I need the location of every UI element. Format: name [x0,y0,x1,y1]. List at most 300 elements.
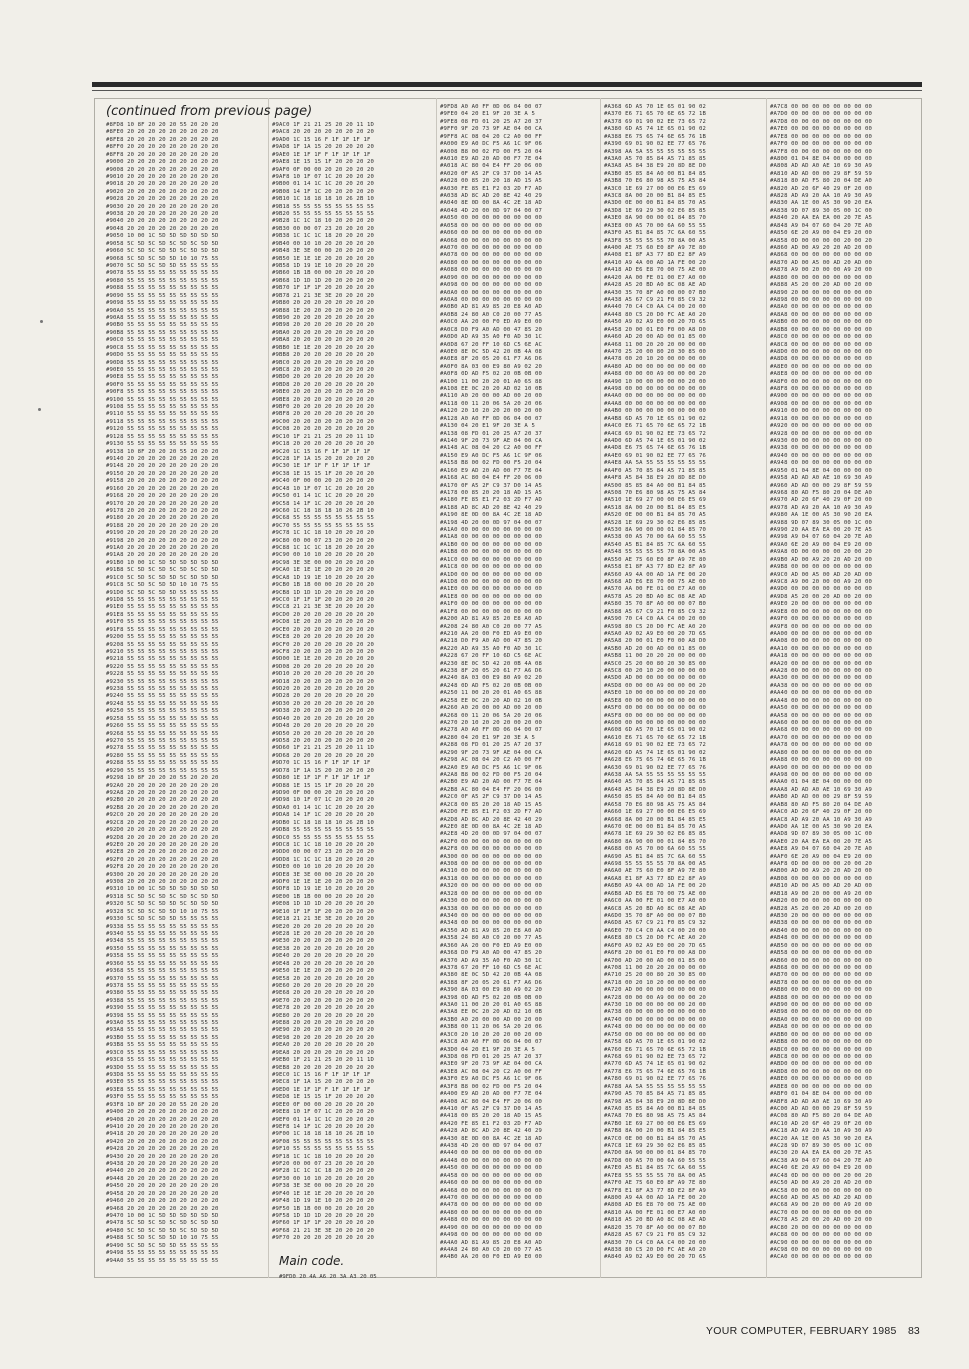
hex-row: #A568 AD E6 E8 70 00 75 AE 00 [604,579,707,585]
hex-row: #A278 A0 A0 FF 0D 06 04 00 07 [440,727,543,734]
hex-row: #A7D0 8A 90 00 00 01 84 85 70 [604,1150,707,1157]
hex-row: #9090 55 55 55 55 55 55 55 55 55 [106,292,219,299]
hex-row: #A208 24 80 A0 C0 20 00 77 A5 [440,623,543,630]
hex-row: #A3B8 00 11 20 06 5A 20 20 06 [440,1024,543,1031]
main-code-caption: Main code. [279,1254,345,1268]
hex-row: #A5E8 00 00 00 00 00 00 00 00 [604,697,707,704]
hex-row: #93F8 10 8F 20 20 20 55 20 20 20 [106,1101,219,1108]
hex-row: #A1D0 00 00 00 00 00 00 00 00 [440,571,543,578]
hex-row: #9B38 1C 1C 1C 18 20 20 20 20 [272,233,375,240]
hex-row: #A2E8 4D 20 00 0D 97 04 00 07 [440,831,543,838]
hex-row: #9B10 1C 18 18 18 10 26 2B 10 [272,196,375,203]
hex-row: #A3C0 1E 69 27 00 00 E6 E5 69 [604,185,707,192]
hex-row: #9ED0 1E 1F 1F F 1F 1F 1F 1F [272,1086,371,1093]
hex-row: #9400 20 20 20 20 20 20 20 20 20 [106,1109,219,1116]
hex-row: #A668 8A 00 20 00 B1 84 85 E5 [604,816,707,823]
hex-row: #A378 69 01 90 02 EE 73 65 72 [604,118,707,125]
hex-row: #AC60 AD 00 A5 00 AD 20 AD 00 [770,1195,873,1202]
hex-row: #9240 55 55 55 55 55 55 55 55 55 [106,693,219,700]
hex-row: #9AE8 1E 15 15 1F 20 20 20 20 [272,159,375,166]
hex-row: #92B0 20 20 20 20 20 20 20 20 20 [106,797,219,804]
hex-row: #A838 9D 07 89 30 05 00 1C 00 [770,207,873,214]
hex-row: #A2A8 B8 00 02 FD 00 F5 20 04 [440,771,543,778]
hex-row: #9DA8 14 1F 1C 20 20 20 20 20 [272,812,375,819]
hex-row: #9C60 1C 18 18 18 10 26 2B 10 [272,507,375,514]
hex-row: #9E28 1E 20 20 20 20 20 20 20 [272,930,375,937]
hex-row: #9110 55 55 55 55 55 55 55 55 55 [106,411,219,418]
hex-row: #A1F8 00 00 00 00 00 00 00 00 [440,608,543,615]
hex-row: #A128 A0 A0 FF 0D 06 04 00 07 [440,415,543,422]
hex-row: #94A0 55 55 55 55 55 55 55 55 55 [106,1257,219,1264]
hex-row: #A250 11 00 20 20 01 A0 65 88 [440,690,543,697]
hex-row: #9C20 1C 15 16 F 1F 1F 1F 1F [272,448,371,455]
hex-row: #9328 5C 5D 5C 5D 5D 10 10 75 55 [106,908,219,915]
hex-row: #91C8 5C 5D 5C 5D 5D 10 10 75 55 [106,582,219,589]
hex-row: #A3E0 9F 20 73 9F AE 04 00 CA [440,1061,543,1068]
hex-row: #9150 20 20 20 20 20 20 20 20 20 [106,470,219,477]
hex-row: #A820 AD 20 6F 40 29 0F 20 00 [770,185,873,192]
hex-row: #A7C8 1E 69 29 30 02 E6 85 85 [604,1143,707,1150]
hex-row: #9B18 55 55 55 55 55 55 55 55 [272,203,375,210]
hex-row: #A3B8 70 E6 80 98 A5 75 A5 84 [604,178,707,185]
hex-row: #9FF8 AC 08 04 20 C2 A0 00 FF [440,133,543,140]
hex-row: #ABC8 00 00 00 00 00 00 00 00 [770,1054,873,1060]
column-divider [436,98,437,1278]
hex-row: #A3A8 EE 0C 20 20 AD 02 10 0B [440,1009,543,1016]
hex-row: #A758 6D A5 70 1E 65 01 90 02 [604,1039,707,1046]
hex-row: #AA78 00 00 00 00 00 00 00 00 [770,742,873,749]
hex-row: #9E30 20 20 20 20 20 20 20 20 [272,938,375,945]
hex-row: #A580 35 70 8F A0 00 00 07 B0 [604,601,707,608]
hex-row: #A398 0D AD F5 02 20 0B 0B 00 [440,994,543,1001]
hex-row: #AAD0 AA 1E 00 A5 30 90 20 EA [770,823,873,830]
hex-row: #AA68 00 00 00 00 00 00 00 00 [770,727,873,734]
hex-row: #9DB8 55 55 55 55 55 55 55 55 [272,827,375,834]
hex-row: #A1C0 00 00 00 00 00 00 00 00 [440,556,543,563]
hex-row: #9408 20 20 20 20 20 20 20 20 20 [106,1116,219,1123]
hex-row: #9EF0 01 14 1C 1C 20 20 20 20 [272,1116,375,1123]
hex-row: #9F50 1B 1B 00 00 20 20 20 20 [272,1205,375,1212]
hex-row: #A000 E9 A0 DC F5 A6 1C 9F 06 [440,141,543,148]
hex-row: #AC48 0D 00 00 00 00 20 00 20 [770,1172,873,1179]
hex-row: #A720 AD 00 00 00 00 00 00 00 [604,987,707,994]
hex-row: #ABD8 00 00 00 00 00 00 00 00 [770,1068,873,1075]
hex-row: #9C78 1C 1C 18 10 20 20 20 20 [272,530,375,537]
hex-row: #9488 5C 5D 5C 5D 5D 10 10 75 55 [106,1235,219,1242]
hex-row: #A560 A9 4A 00 AD 1A FE 00 20 [604,571,707,578]
hex-row: #A8C0 00 00 00 00 00 00 00 00 [770,334,873,341]
hex-row: #A830 70 C4 C0 AA C4 00 20 00 [604,1239,707,1246]
hex-row: #9060 5C 5D 5C 5D 5D 5C 5D 5D 5D [106,248,219,255]
hex-row: #9AC8 20 20 20 20 20 20 20 20 [272,129,375,136]
hex-row: #9C40 0F 00 00 20 20 20 20 20 [272,478,375,485]
hex-row: #9278 55 55 55 55 55 55 55 55 55 [106,745,219,752]
hex-row: #A948 00 00 00 00 00 00 00 00 [770,460,873,467]
hex-row: #AA88 00 00 00 00 00 00 00 00 [770,757,873,764]
hex-row: #91F8 55 55 55 55 55 55 55 55 55 [106,626,219,633]
main-code-line: #9FD0 20 4A A6 20 3A A3 20 05 [279,1274,377,1280]
hex-row: #AB90 00 00 00 00 00 00 00 00 [770,1002,873,1009]
hex-row: #A920 00 00 00 00 00 00 00 00 [770,423,873,430]
hex-row: #AB50 00 00 00 00 00 00 00 00 [770,942,873,949]
hex-row: #A410 0F A5 2F C9 37 D0 14 A5 [440,1105,543,1112]
hex-row: #90B8 55 55 55 55 55 55 55 55 55 [106,329,219,336]
hex-row: #AB38 00 00 00 00 00 00 00 00 [770,920,873,927]
hex-row: #A508 70 E6 80 98 A5 75 A5 84 [604,489,707,496]
hex-row: #9058 5C 5D 5C 5D 5C 5D 5C 5D 5D [106,240,219,247]
hex-row: #AB30 20 00 00 00 00 00 00 00 [770,912,873,919]
hex-row: #9380 55 55 55 55 55 55 55 55 55 [106,990,219,997]
hex-row: #A408 AC 80 04 E4 FF 20 06 00 [440,1098,543,1105]
hex-row: #9B70 1F 1F 1F 20 20 20 20 20 [272,285,375,292]
hex-row: #9248 55 55 55 55 55 55 55 55 55 [106,700,219,707]
hex-row: #A3F8 B8 00 02 FD 00 F5 20 04 [440,1083,543,1090]
hex-row: #AA20 00 00 00 00 00 00 00 00 [770,660,873,667]
hex-row: #AC08 80 AD F5 80 20 04 DE A0 [770,1113,873,1120]
hex-row: #A698 55 55 55 55 70 8A 00 A5 [604,861,707,868]
hex-row: #90B0 55 55 55 55 55 55 55 55 55 [106,322,219,329]
hex-row: #A328 00 00 00 00 00 00 00 00 [440,890,543,897]
hex-row: #9418 20 20 20 20 20 20 20 20 20 [106,1131,219,1138]
hex-row: #ACA0 00 00 00 00 00 00 00 00 [770,1254,873,1261]
hex-row: #A078 00 00 00 00 00 00 00 00 [440,252,543,259]
hex-row: #9438 20 20 20 20 20 20 20 20 20 [106,1161,219,1168]
hex-row: #AA60 00 00 00 00 00 00 00 00 [770,720,873,727]
hex-row: #A2B0 E9 AD 20 AD 00 F7 7E 04 [440,779,543,786]
hex-row: #8FE0 20 20 20 20 20 20 20 20 20 [106,129,219,136]
hex-row: #A318 00 00 00 00 00 00 00 00 [440,875,543,882]
hex-row: #A5D8 00 00 00 A9 00 00 00 20 [604,682,707,689]
hex-row: #A950 01 04 8E 04 00 00 00 00 [770,467,873,474]
hex-row: #A590 70 C4 C0 AA C4 00 20 00 [604,616,707,623]
hex-row: #A370 AD A9 35 A0 F0 AD 30 1C [440,957,543,964]
hex-row: #A490 10 00 00 00 00 00 20 00 [604,378,707,385]
hex-row: #9C38 1E 15 15 1F 20 20 20 20 [272,470,375,477]
hex-row: #91F0 55 55 55 55 55 55 55 55 55 [106,619,219,626]
hex-row: #AAA0 01 04 8E 04 00 00 00 00 [770,779,873,786]
hex-row: #9F18 1C 1C 18 10 20 20 20 20 [272,1153,375,1160]
hex-row: #A038 AD 8C AD 20 8E 42 40 29 [440,193,543,200]
hex-row: #A890 20 00 00 00 00 00 00 00 [770,289,873,296]
hex-row: #A468 00 00 00 00 00 00 00 00 [440,1187,543,1194]
hex-row: #A870 AD 00 A5 00 AD 20 AD 00 [770,259,873,266]
hex-row: #90C8 55 55 55 55 55 55 55 55 55 [106,344,219,351]
hex-row: #9D70 1C 15 16 F 1F 1F 1F 1F [272,760,371,767]
hex-row: #A3F0 A5 B1 84 85 7C 6A 60 55 [604,230,707,237]
hex-row: #9D50 20 20 20 20 20 20 20 20 [272,730,375,737]
hex-row: #9AD8 1F 1A 15 20 20 20 20 20 [272,144,375,151]
hex-row: #9C88 1C 1C 1C 18 20 20 20 20 [272,545,375,552]
hex-row: #9170 20 20 20 20 20 20 20 20 20 [106,500,219,507]
hex-row: #A378 67 20 FF 10 6D C5 6E AC [440,964,543,971]
hex-row: #AA30 00 00 00 00 00 00 00 00 [770,675,873,682]
hex-row: #A280 04 20 E1 9F 20 3E A 5 [440,734,535,741]
hex-row: #A3A0 A5 70 85 84 A5 71 85 85 [604,155,707,162]
hex-row: #A738 00 00 00 00 00 00 00 00 [604,1009,707,1016]
hex-row: #9C80 00 00 07 23 20 20 20 20 [272,537,375,544]
hex-row: #ABA0 00 00 00 00 00 00 00 00 [770,1016,873,1023]
page-number: 83 [908,1325,920,1337]
hex-row: #A0E8 8F 20 05 20 61 F7 A6 D6 [440,356,543,363]
hex-row: #9BD0 20 20 20 20 20 20 20 20 [272,374,375,381]
hex-row: #9298 10 8F 20 20 20 55 20 20 20 [106,775,219,782]
hex-row: #9D18 20 20 20 20 20 20 20 20 [272,678,375,685]
hex-row: #A608 6D A5 70 1E 65 01 90 02 [604,727,707,734]
hex-row: #90F0 55 55 55 55 55 55 55 55 55 [106,381,219,388]
hex-row: #9420 20 20 20 20 20 20 20 20 20 [106,1138,219,1145]
hex-row: #A860 AD 00 A9 20 20 AD 20 00 [770,245,873,252]
hex-row: #92A0 20 20 20 20 20 20 20 20 20 [106,782,219,789]
hex-row: #90E8 55 55 55 55 55 55 55 55 55 [106,374,219,381]
hex-row: #A420 FE 85 E1 F2 03 2D F7 AD [440,1120,543,1127]
hex-row: #93C0 55 55 55 55 55 55 55 55 55 [106,1049,219,1056]
hex-row: #A0F8 0D AD F5 02 20 0B 0B 00 [440,371,543,378]
hex-row: #9BA0 20 20 20 20 20 20 20 20 [272,329,375,336]
hex-row: #A4A8 00 00 00 00 00 00 00 00 [604,400,707,407]
hex-row: #A500 85 85 84 A0 00 B1 84 85 [604,482,707,489]
hex-row: #A650 85 85 84 A0 00 B1 84 85 [604,794,707,801]
hex-row: #A7F0 00 00 00 00 00 00 00 00 [770,141,873,148]
hex-row: #A878 A9 00 20 00 00 A9 20 00 [770,267,873,274]
hex-row: #9AF8 10 1F 07 1C 20 20 20 20 [272,173,375,180]
hex-row: #AA80 00 00 00 00 00 00 00 00 [770,749,873,756]
hex-row: #A618 69 01 90 02 EE 73 65 72 [604,742,707,749]
hex-row: #9C08 20 20 20 20 20 20 20 20 [272,426,375,433]
hex-row: #9D68 20 20 20 20 20 20 20 20 [272,752,375,759]
hex-row: #A6D8 A5 67 C9 21 F0 85 C9 32 [604,920,707,927]
hex-row: #A140 9F 20 73 9F AE 04 00 CA [440,437,543,444]
hex-row: #AA48 00 00 00 00 00 00 00 00 [770,697,873,704]
hex-row: #A148 AC 08 04 20 C2 A0 00 FF [440,445,543,452]
hex-row: #A470 00 00 00 00 00 00 00 00 [440,1195,543,1202]
hex-row: #A4E0 69 01 90 02 EE 77 65 76 [604,452,707,459]
hex-row: #A458 00 00 00 00 00 00 00 00 [440,1172,543,1179]
hex-row: #A690 A5 B1 84 85 7C 6A 60 55 [604,853,707,860]
hex-row: #9250 55 55 55 55 55 55 55 55 55 [106,708,219,715]
hex-row: #9098 55 55 55 55 55 55 55 55 55 [106,300,219,307]
hex-row: #A2D0 FE 85 E1 F2 03 2D F7 AD [440,809,543,816]
hex-row: #A180 FE 85 E1 F2 03 2D F7 AD [440,497,543,504]
hex-row: #A8E8 00 00 00 00 00 00 00 00 [770,371,873,378]
hex-row: #A190 8E 0D 00 8A 4C 2E 18 AD [440,512,543,519]
hex-row: #A1E8 00 00 00 00 00 00 00 00 [440,593,543,600]
hex-row: #9BF0 20 20 20 20 20 20 20 20 [272,404,375,411]
hex-row: #9DE0 00 10 10 20 20 20 20 20 [272,864,375,871]
hex-row: #A410 A9 4A 00 AD 1A FE 00 20 [604,259,707,266]
hex-row: #9D78 1F 1A 15 20 20 20 20 20 [272,767,375,774]
hex-row: #AC30 20 AA EA EA 00 20 7E A5 [770,1150,873,1157]
hex-row: #A5B0 AD 20 00 AD 00 01 85 00 [604,645,707,652]
hex-row: #9180 20 20 20 20 20 20 20 20 20 [106,515,219,522]
hex-row: #A540 A5 B1 84 85 7C 6A 60 55 [604,541,707,548]
hex-row: #9D60 1F 21 21 25 20 20 11 1D [272,745,375,752]
hex-row: #A010 E9 AD 20 AD 00 F7 7E 04 [440,155,543,162]
hex-row: #A0A8 00 00 00 00 00 00 00 00 [440,296,543,303]
hex-row: #A2E0 8E 0D 00 8A 4C 2E 18 AD [440,823,543,830]
hex-row: #92C0 20 20 20 20 20 20 20 20 20 [106,812,219,819]
hex-row: #A390 69 01 90 02 EE 77 65 76 [604,141,707,148]
hex-row: #92E0 20 20 20 20 20 20 20 20 20 [106,841,219,848]
publication-footer: YOUR COMPUTER, FEBRUARY 1985 [706,1325,897,1337]
hex-row: #A598 80 C5 20 D0 FC AE A0 20 [604,623,707,630]
hex-row: #A810 AA 00 FE 01 00 E7 A0 00 [604,1209,707,1216]
hex-row: #A8A8 00 00 00 00 00 00 00 00 [770,311,873,318]
hex-row: #A0B0 AD 81 A9 85 20 E8 A0 AD [440,304,543,311]
hex-row: #A478 00 20 10 20 00 00 00 00 [604,356,707,363]
hex-row: #9EC8 1F 1A 15 20 20 20 20 20 [272,1079,375,1086]
hex-row: #A2A0 E9 A0 DC F5 A6 1C 9F 06 [440,764,543,771]
hex-row: #AA58 00 00 00 00 00 00 00 00 [770,712,873,719]
hex-row: #93C8 55 55 55 55 55 55 55 55 55 [106,1057,219,1064]
hex-row: #A320 00 00 00 00 00 00 00 00 [440,883,543,890]
hex-row: #9458 20 20 20 20 20 20 20 20 20 [106,1190,219,1197]
hex-row: #91B8 5C 5D 5C 5D 5C 5D 5C 5D 5D [106,567,219,574]
hex-row: #A4D0 6D A5 74 1E 65 01 90 02 [604,437,707,444]
hex-row: #A800 01 04 8E 04 00 00 00 00 [770,155,873,162]
hex-row: #9BC0 20 20 20 20 20 20 20 20 [272,359,375,366]
hex-row: #AAC8 AD A9 20 AA 10 A9 30 A9 [770,816,873,823]
hex-row: #9300 20 20 20 20 20 20 20 20 20 [106,871,219,878]
hex-row: #A810 AD AD 00 00 29 8F 59 59 [770,170,873,177]
hex-row: #A940 00 00 00 00 00 00 00 00 [770,452,873,459]
hex-row: #9E58 20 20 20 20 20 20 20 20 [272,975,375,982]
hex-row: #8FF8 20 20 20 20 20 20 20 20 20 [106,151,219,158]
hex-row: #9350 55 55 55 55 55 55 55 55 55 [106,945,219,952]
hex-row: #9190 20 20 20 20 20 20 20 20 20 [106,530,219,537]
hex-row: #A298 AC 08 04 20 C2 A0 00 FF [440,757,543,764]
hex-column-4 [604,104,706,1262]
hex-row: #9230 55 55 55 55 55 55 55 55 55 [106,678,219,685]
hex-row: #9498 55 55 55 55 55 55 55 55 55 [106,1250,219,1257]
hex-row: #A300 00 00 00 00 00 00 00 00 [440,853,543,860]
hex-row: #A678 1E 69 29 30 02 E6 85 85 [604,831,707,838]
hex-row: #A820 35 70 8F A0 00 00 07 B0 [604,1224,707,1231]
hex-row: #9450 20 20 20 20 20 20 20 20 20 [106,1183,219,1190]
hex-row: #9B78 21 21 3E 3E 20 20 20 20 [272,292,375,299]
hex-row: #A2F0 00 00 00 00 00 00 00 00 [440,838,543,845]
hex-row: #A450 00 00 00 00 00 00 00 00 [440,1165,543,1172]
hex-row: #9038 20 20 20 20 20 20 20 20 20 [106,211,219,218]
hex-row: #9120 55 55 55 55 55 55 55 55 55 [106,426,219,433]
hex-row: #9DC8 1C 1C 18 10 20 20 20 20 [272,841,375,848]
hex-row: #A978 AD A9 20 AA 10 A9 30 A9 [770,504,873,511]
hex-row: #92D0 20 20 20 20 20 20 20 20 20 [106,827,219,834]
hex-row: #A2D8 AD 8C AD 20 8E 42 40 29 [440,816,543,823]
hex-row: #9B68 1D 1D 1D 20 20 20 20 20 [272,277,375,284]
hex-row: #9268 55 55 55 55 55 55 55 55 55 [106,730,219,737]
hex-row: #A4D8 E6 75 65 74 6E 65 76 1B [604,445,707,452]
hex-row: #AA10 00 00 00 00 00 00 00 00 [770,645,873,652]
hex-row: #9BB8 20 20 20 20 20 20 20 20 [272,352,375,359]
hex-row: #9270 55 55 55 55 55 55 55 55 55 [106,738,219,745]
hex-row: #A880 00 00 00 00 00 00 00 00 [770,274,873,281]
hex-row: #A7E8 55 55 55 55 70 8A 00 A5 [604,1172,707,1179]
hex-row: #AB28 A5 20 00 20 AD 00 20 00 [770,905,873,912]
hex-row: #A050 00 00 00 00 00 00 00 00 [440,215,543,222]
hex-row: #91E8 55 55 55 55 55 55 55 55 55 [106,611,219,618]
hex-row: #A970 AD 20 6F 40 29 0F 20 00 [770,497,873,504]
hex-row: #A550 AE 75 60 E0 8F A9 7E 80 [604,556,707,563]
hex-row: #A340 00 00 00 00 00 00 00 00 [440,912,543,919]
hex-row: #9B88 1E 20 20 20 20 20 20 20 [272,307,375,314]
hex-row: #A7A8 70 E6 80 98 A5 75 A5 84 [604,1113,707,1120]
hex-row: #9288 55 55 55 55 55 55 55 55 55 [106,760,219,767]
hex-row: #A398 AA 5A 55 55 55 55 55 55 [604,148,707,155]
hex-row: #AB40 00 00 00 00 00 00 00 00 [770,927,873,934]
hex-row: #A570 AA 00 FE 01 00 E7 A0 00 [604,586,707,593]
hex-row: #9CD0 20 20 20 20 20 20 20 20 [272,611,375,618]
hex-row: #A888 A5 20 00 20 AD 00 20 00 [770,282,873,289]
hex-row: #9D98 10 1F 07 1C 20 20 20 20 [272,797,375,804]
hex-row: #9B90 20 20 20 20 20 20 20 20 [272,314,375,321]
hex-row: #AAA8 AD AD A0 AE 10 69 30 A9 [770,786,873,793]
hex-row: #A9C8 A9 00 20 00 00 A9 20 00 [770,579,873,585]
hex-row: #9DD8 1C 1C 1C 18 20 20 20 20 [272,856,375,863]
hex-row: #A808 AD E6 E8 70 00 75 AE 00 [604,1202,707,1209]
hex-row: #AB60 00 00 00 00 00 00 00 00 [770,957,873,964]
hex-row: #A5E0 10 00 00 00 00 00 20 00 [604,690,707,697]
hex-row: #9B98 20 20 20 20 20 20 20 20 [272,322,375,329]
hex-row: #92B8 20 20 20 20 20 20 20 20 20 [106,804,219,811]
hex-row: #A030 FE 85 E1 F2 03 2D F7 AD [440,185,543,192]
hex-row: #A6B0 A9 4A 00 AD 1A FE 00 20 [604,883,707,890]
hex-row: #A7F0 AE 75 60 E0 8F A9 7E 80 [604,1180,707,1187]
hex-row: #9B48 3E 3E 00 00 20 20 20 20 [272,248,375,255]
hex-row: #9B60 1B 1B 00 00 20 20 20 20 [272,270,375,277]
hex-row: #9D88 1E 15 15 1F 20 20 20 20 [272,782,375,789]
hex-row: #A7C8 00 00 00 00 00 00 00 00 [770,104,873,110]
hex-row: #AA08 00 00 00 00 00 00 00 00 [770,638,873,645]
hex-row: #A338 00 00 00 00 00 00 00 00 [440,905,543,912]
hex-row: #AC78 A5 20 00 20 AD 00 20 00 [770,1217,873,1224]
hex-row: #9D08 20 20 20 20 20 20 20 20 [272,663,375,670]
hex-row: #A968 80 AD F5 80 20 04 DE A0 [770,489,873,496]
hex-row: #9CC0 1F 1F 1F 20 20 20 20 20 [272,597,375,603]
hex-row: #A740 00 00 00 00 00 00 00 00 [604,1016,707,1023]
hex-row: #9218 55 55 55 55 55 55 55 55 55 [106,656,219,663]
hex-row: #A0F0 8A 03 00 E9 80 A9 02 20 [440,363,543,370]
hex-row: #A5F0 00 00 00 00 00 00 00 00 [604,705,707,712]
hex-row: #AAB0 AD AD 00 00 29 8F 59 59 [770,794,873,801]
hex-row: #A008 B8 00 02 FD 00 F5 20 04 [440,148,543,155]
hex-row: #9BE0 20 20 20 20 20 20 20 20 [272,389,375,396]
hex-row: #A908 00 00 00 00 00 00 00 00 [770,400,873,407]
hex-row: #A350 AD 81 A9 85 20 E8 A0 AD [440,927,543,934]
hex-row: #A7B0 1E 69 27 00 00 E6 E5 69 [604,1120,707,1127]
hex-row: #9C68 55 55 55 55 55 55 55 55 [272,515,375,522]
hex-row: #A660 1E 69 27 00 00 E6 E5 69 [604,809,707,816]
hex-row: #A440 70 C4 C0 AA C4 00 20 00 [604,304,707,311]
hex-row: #9B80 20 20 20 20 20 20 20 20 [272,300,375,307]
hex-row: #AB08 00 00 00 00 00 00 00 00 [770,875,873,882]
hex-row: #A368 6D A5 70 1E 65 01 90 02 [604,104,707,110]
hex-row: #A3A0 11 00 20 20 01 A0 65 88 [440,1002,543,1009]
hex-row: #AC50 AD 00 A9 20 20 AD 20 00 [770,1180,873,1187]
hex-row: #A6D0 35 70 8F A0 00 00 07 B0 [604,912,707,919]
hex-row: #9F10 55 55 55 55 55 55 55 55 [272,1146,375,1153]
hex-row: #9F40 1E 1E 1E 20 20 20 20 20 [272,1190,375,1197]
hex-row: #9088 55 55 55 55 55 55 55 55 55 [106,285,219,292]
hex-row: #9CB0 1B 1B 00 00 20 20 20 20 [272,582,375,589]
hex-row: #9FE0 04 20 E1 9F 20 3E A 5 [440,111,535,118]
hex-row: #91A0 20 20 20 20 20 20 20 20 20 [106,545,219,552]
hex-row: #A020 0F A5 2F C9 37 D0 14 A5 [440,170,543,177]
hex-row: #A418 00 85 20 20 18 AD 15 A5 [440,1113,543,1120]
hex-row: #A6C8 A5 20 BD A0 8C 08 AE AD [604,905,707,912]
hex-row: #A3B0 85 85 84 A0 00 B1 84 85 [604,170,707,177]
hex-row: #9E08 1D 1D 1D 20 20 20 20 20 [272,901,375,908]
hex-row: #A290 9F 20 73 9F AE 04 00 CA [440,749,543,756]
